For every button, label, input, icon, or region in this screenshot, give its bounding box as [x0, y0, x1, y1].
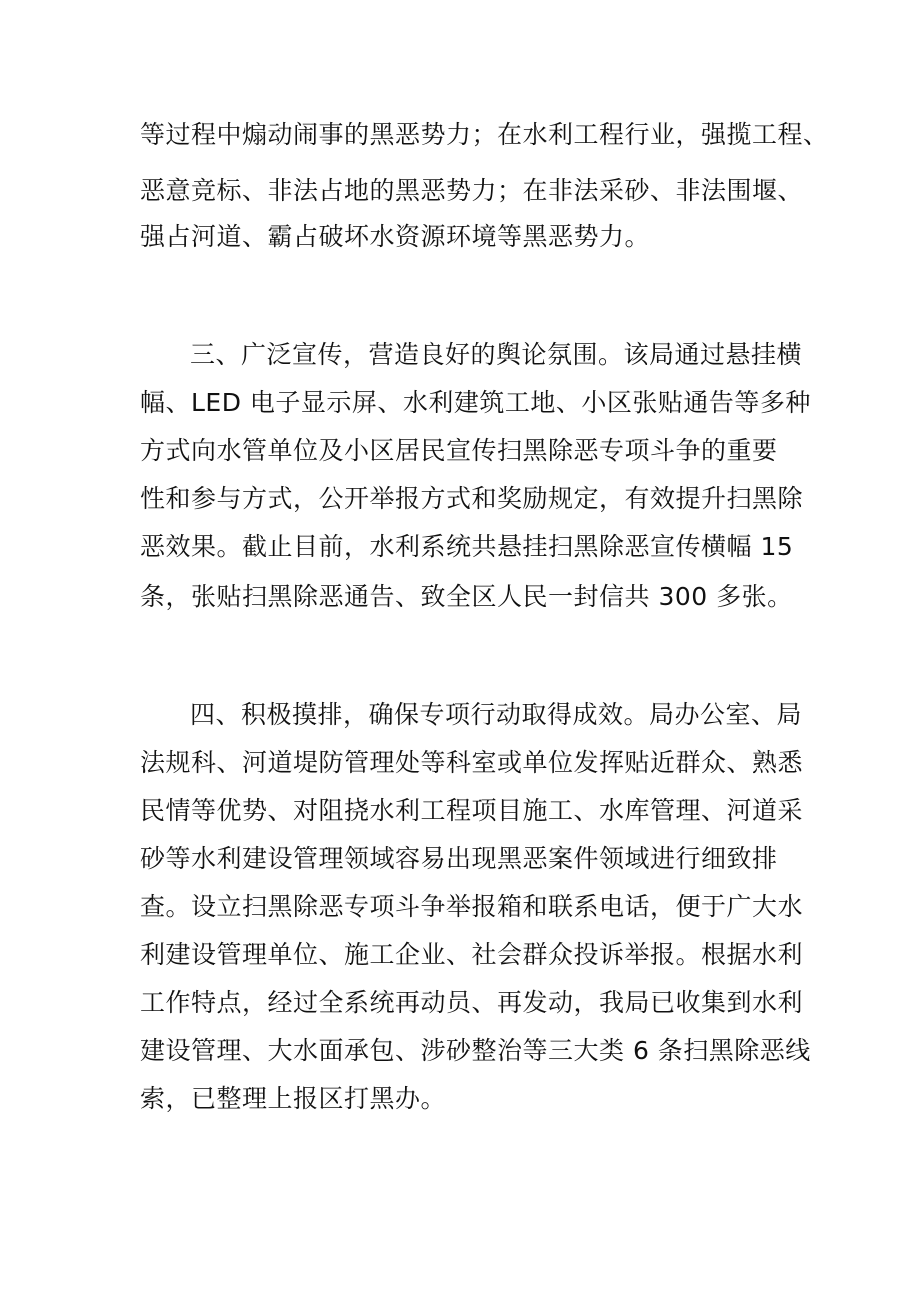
paragraph-line: 民情等优势、对阻挠水利工程项目施工、水库管理、河道采: [140, 796, 804, 825]
paragraph-line: 强占河道、霸占破坏水资源环境等黑恶势力。: [140, 222, 651, 251]
paragraph-line: 幅、LED 电子显示屏、水利建筑工地、小区张贴通告等多种: [140, 388, 811, 417]
paragraph-line: 条，张贴扫黑除恶通告、致全区人民一封信共 300 多张。: [140, 582, 793, 611]
paragraph-line: 利建设管理单位、施工企业、社会群众投诉举报。根据水利: [140, 940, 804, 969]
paragraph-line: 三、广泛宣传，营造良好的舆论氛围。该局通过悬挂横: [190, 340, 803, 369]
paragraph-line: 性和参与方式，公开举报方式和奖励规定，有效提升扫黑除: [140, 484, 804, 513]
paragraph-line: 恶意竞标、非法占地的黑恶势力；在非法采砂、非法围堰、: [140, 176, 804, 205]
paragraph-line: 四、积极摸排，确保专项行动取得成效。局办公室、局: [190, 700, 803, 729]
paragraph-line: 建设管理、大水面承包、涉砂整治等三大类 6 条扫黑除恶线: [140, 1036, 811, 1065]
paragraph-line: 工作特点，经过全系统再动员、再发动，我局已收集到水利: [140, 988, 804, 1017]
paragraph-line: 查。设立扫黑除恶专项斗争举报箱和联系电话，便于广大水: [140, 892, 804, 921]
paragraph-line: 砂等水利建设管理领域容易出现黑恶案件领域进行细致排: [140, 844, 778, 873]
paragraph-line: 法规科、河道堤防管理处等科室或单位发挥贴近群众、熟悉: [140, 748, 804, 777]
paragraph-line: 索，已整理上报区打黑办。: [140, 1084, 447, 1113]
paragraph-line: 恶效果。截止目前，水利系统共悬挂扫黑除恶宣传横幅 15: [140, 532, 794, 561]
paragraph-line: 方式向水管单位及小区居民宣传扫黑除恶专项斗争的重要: [140, 436, 778, 465]
paragraph-line: 等过程中煽动闹事的黑恶势力；在水利工程行业，强揽工程、: [140, 120, 829, 149]
